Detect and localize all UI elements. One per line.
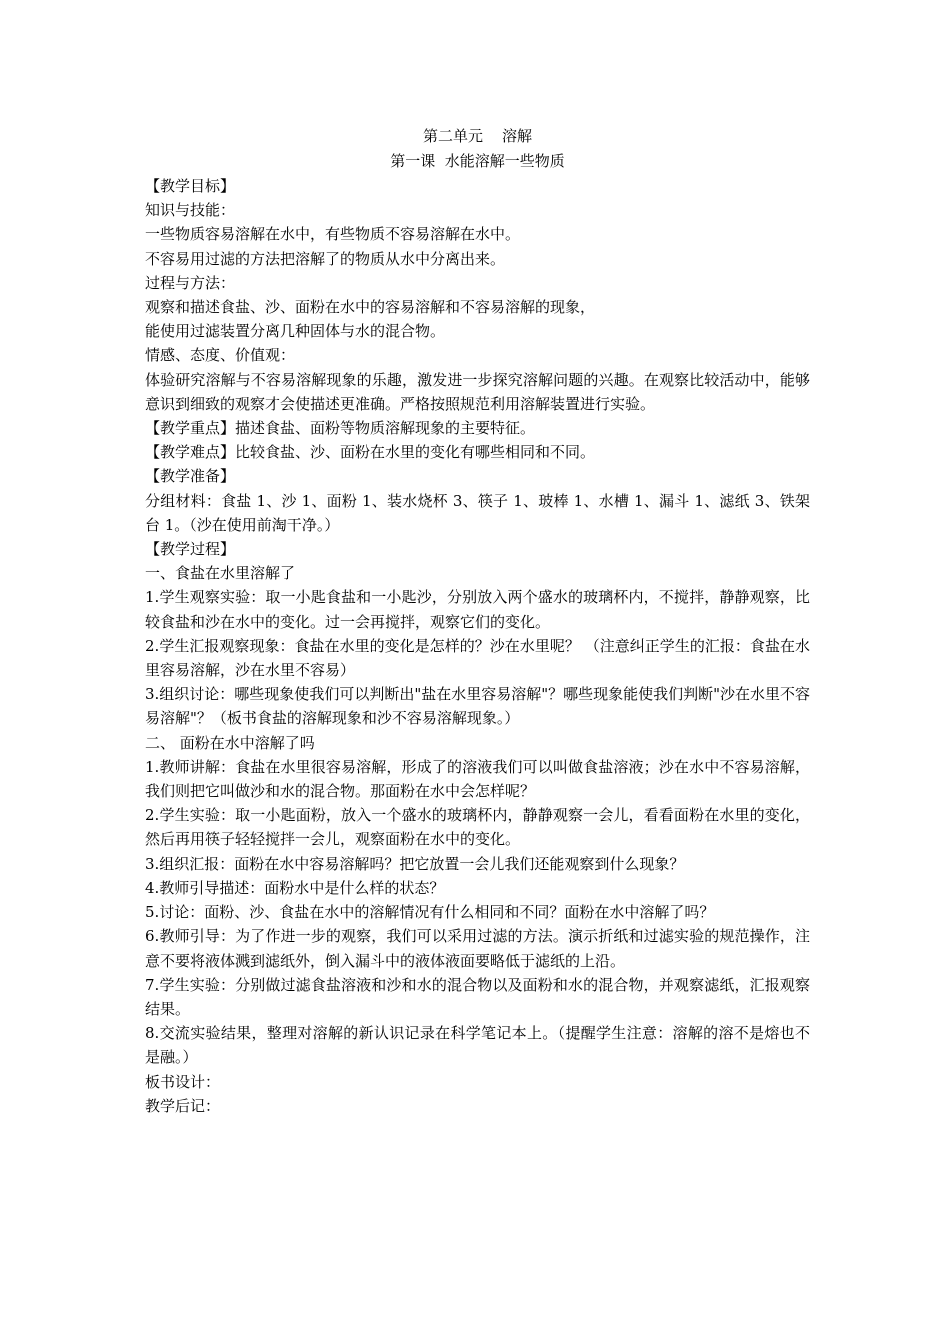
text-line: 1.教师讲解：食盐在水里很容易溶解，形成了的溶液我们可以叫做食盐溶液；沙在水中不容易溶解，我们则把它叫做沙和水的混合物。那面粉在水中会怎样呢？ <box>145 757 810 801</box>
text-line: 一、食盐在水里溶解了 <box>145 564 296 583</box>
text-line: 7.学生实验：分别做过滤食盐溶液和沙和水的混合物以及面粉和水的混合物，并观察滤纸，汇报观察结果。 <box>145 975 810 1018</box>
text-line: 板书设计： <box>145 1072 221 1091</box>
text-line: 情感、态度、价值观： <box>145 346 296 365</box>
document-body <box>145 174 810 1118</box>
text-line: 不容易用过滤的方法把溶解了的物质从水中分离出来。 <box>145 249 506 268</box>
document-page <box>145 124 810 1118</box>
text-line: 教学后记： <box>145 1096 221 1115</box>
text-line: 二、 面粉在水中溶解了吗 <box>145 733 315 752</box>
text-line: 【教学重点】描述食盐、面粉等物质溶解现象的主要特征。 <box>145 419 536 438</box>
text-line: 过程与方法： <box>145 273 236 292</box>
text-line: 知识与技能： <box>145 201 236 220</box>
text-line: 【教学难点】比较食盐、沙、面粉在水里的变化有哪些相同和不同。 <box>145 443 596 462</box>
text-line: 【教学目标】 <box>145 177 236 195</box>
text-line: 分组材料：食盐 1、沙 1、面粉 1、装水烧杯 3、筷子 1、玻棒 1、水槽 1、漏斗 1、滤纸 3、铁架台 1。（沙在使用前淘干净。） <box>145 491 810 534</box>
text-line: 一些物质容易溶解在水中，有些物质不容易溶解在水中。 <box>145 225 521 244</box>
text-line: 2.学生实验：取一小匙面粉，放入一个盛水的玻璃杯内，静静观察一会儿，看看面粉在水里的变化，然后再用筷子轻轻搅拌一会儿，观察面粉在水中的变化。 <box>145 806 810 849</box>
text-line: 6.教师引导：为了作进一步的观察，我们可以采用过滤的方法。演示折纸和过滤实验的规范操作，注意不要将液体溅到滤纸外，倒入漏斗中的液体液面要略低于滤纸的上沿。 <box>145 927 810 970</box>
lesson-title: 第一课 水能溶解一些物质 <box>390 152 565 170</box>
text-line: 体验研究溶解与不容易溶解现象的乐趣，激发进一步探究溶解问题的兴趣。在观察比较活动中，能够意识到细致的观察才会使描述更准确。严格按照规范利用溶解装置进行实验。 <box>145 370 810 413</box>
text-line: 4.教师引导描述：面粉水中是什么样的状态？ <box>145 878 445 897</box>
text-line: 【教学准备】 <box>145 467 236 486</box>
unit-title: 第二单元 溶解 <box>422 127 533 145</box>
text-line: 观察和描述食盐、沙、面粉在水中的容易溶解和不容易溶解的现象， <box>145 298 596 317</box>
text-line: 1.学生观察实验：取一小匙食盐和一小匙沙，分别放入两个盛水的玻璃杯内，不搅拌，静静观察，比较食盐和沙在水中的变化。过一会再搅拌，观察它们的变化。 <box>145 588 810 631</box>
text-line: 【教学过程】 <box>145 540 236 559</box>
text-line: 3.组织讨论：哪些现象使我们可以判断出"盐在水里容易溶解"？哪些现象能使我们判断"沙在水里不容易溶解"？（板书食盐的溶解现象和沙不容易溶解现象。） <box>145 685 811 728</box>
text-line: 8.交流实验结果，整理对溶解的新认识记录在科学笔记本上。（提醒学生注意：溶解的溶不是熔也不是融。） <box>145 1024 810 1067</box>
text-line: 5.讨论：面粉、沙、食盐在水中的溶解情况有什么相同和不同？面粉在水中溶解了吗？ <box>145 903 715 922</box>
text-line: 3.组织汇报：面粉在水中容易溶解吗？把它放置一会儿我们还能观察到什么现象？ <box>145 854 685 873</box>
text-line: 能使用过滤装置分离几种固体与水的混合物。 <box>145 322 446 341</box>
text-line: 2.学生汇报观察现象：食盐在水里的变化是怎样的？沙在水里呢？ （注意纠正学生的汇报：食盐在水里容易溶解，沙在水里不容易） <box>145 636 810 680</box>
